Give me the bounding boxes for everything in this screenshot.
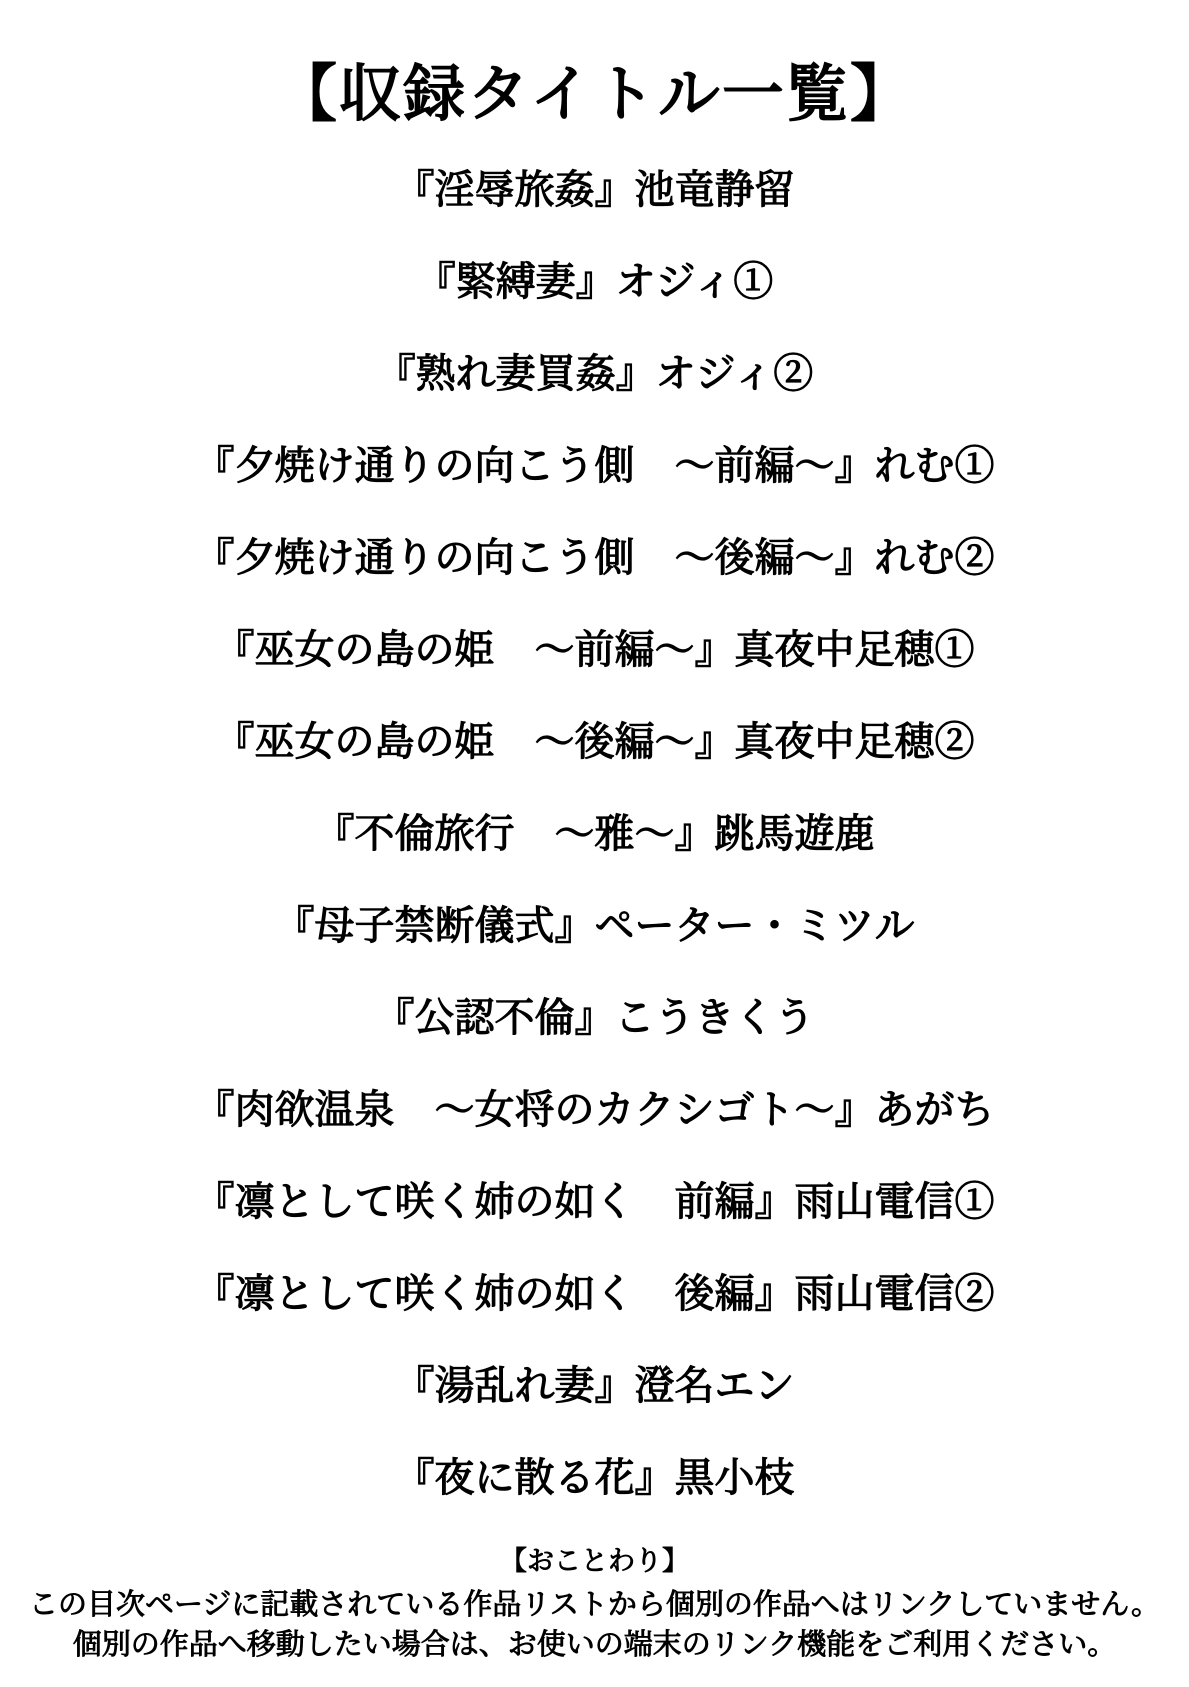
toc-item: 『熟れ妻買姦』オジィ② xyxy=(375,351,814,396)
toc-item: 『公認不倫』こうきくう xyxy=(374,995,815,1040)
toc-item: 『夕焼け通りの向こう側 〜後編〜』れむ② xyxy=(194,535,995,580)
notice-line: この目次ページに記載されている作品リストから個別の作品へはリンクしていません。 xyxy=(28,1589,1160,1621)
toc-item: 『夕焼け通りの向こう側 〜前編〜』れむ① xyxy=(194,443,995,488)
toc-item: 『不倫旅行 〜雅〜』跳馬遊鹿 xyxy=(314,811,875,856)
toc-item: 『緊縛妻』オジィ① xyxy=(415,259,774,304)
toc-item: 『巫女の島の姫 〜後編〜』真夜中足穂② xyxy=(214,719,975,764)
toc-item: 『凛として咲く姉の如く 前編』雨山電信① xyxy=(194,1179,995,1224)
toc-item: 『凛として咲く姉の如く 後編』雨山電信② xyxy=(194,1271,995,1316)
notice-heading: 【おことわり】 xyxy=(499,1546,689,1576)
toc-item: 『母子禁断儀式』ペーター・ミツル xyxy=(274,903,915,948)
page-title: 【収録タイトル一覧】 xyxy=(275,61,914,129)
toc-item: 『肉欲温泉 〜女将のカクシゴト〜』あがち xyxy=(194,1087,995,1132)
toc-list xyxy=(194,167,995,1500)
notice-block xyxy=(29,1548,1160,1665)
toc-item: 『淫辱旅姦』池竜静留 xyxy=(394,167,795,212)
toc-item: 『巫女の島の姫 〜前編〜』真夜中足穂① xyxy=(214,627,975,672)
notice-line: 個別の作品へ移動したい場合は、お使いの端末のリンク機能をご利用ください。 xyxy=(72,1629,1117,1661)
toc-item: 『湯乱れ妻』澄名エン xyxy=(394,1363,795,1408)
toc-item: 『夜に散る花』黒小枝 xyxy=(394,1455,795,1500)
